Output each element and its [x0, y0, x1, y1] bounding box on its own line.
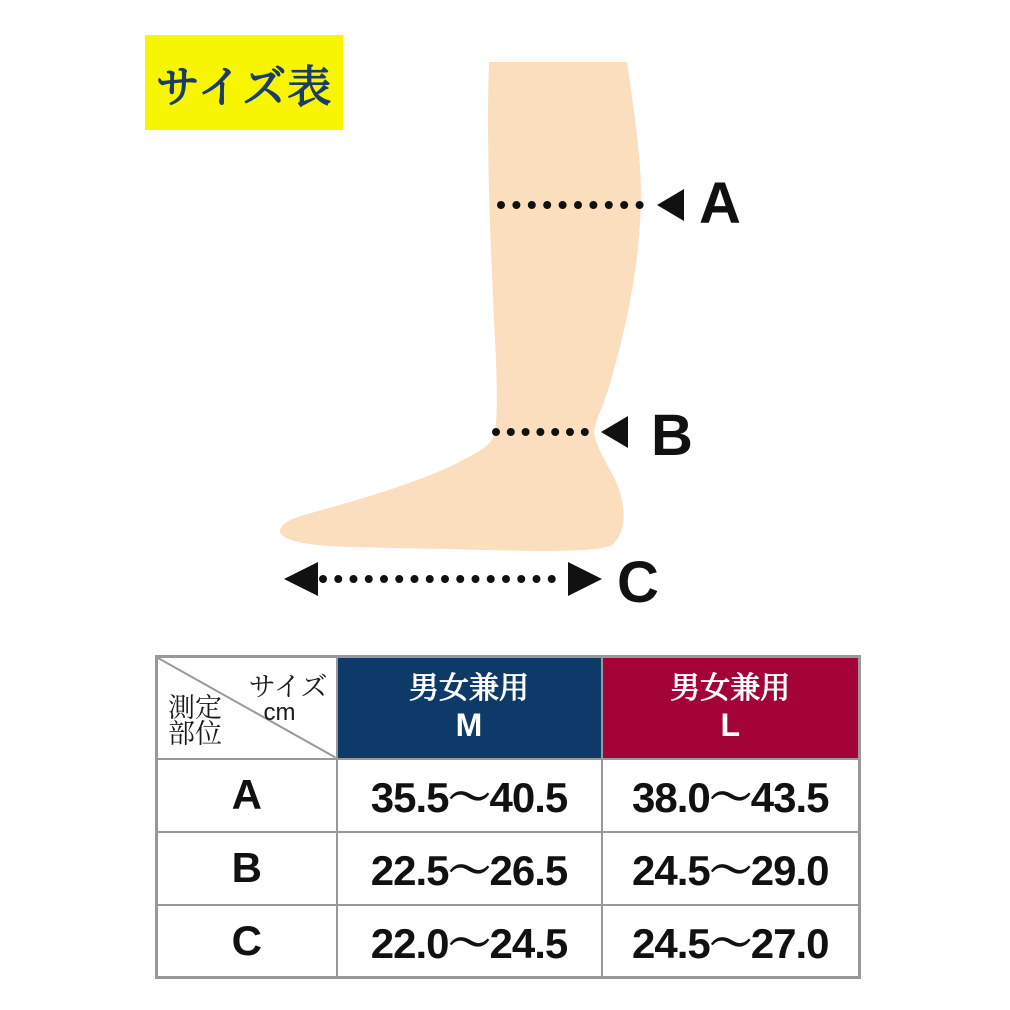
column-header-m-size: M — [455, 706, 483, 743]
corner-part-line1: 測定 — [168, 692, 222, 723]
table-row-c — [157, 905, 860, 978]
corner-unit-label: cm — [263, 699, 296, 726]
corner-size-label: サイズ — [248, 672, 328, 702]
row-b-value-l: 24.5〜29.0 — [602, 832, 860, 905]
size-table-header-row — [157, 657, 860, 759]
column-header-l-label: 男女兼用 — [670, 671, 791, 705]
arrow-left-icon-b — [601, 416, 628, 448]
table-row-b — [157, 832, 860, 905]
measure-label-b: B — [651, 403, 693, 468]
measure-label-c: C — [617, 550, 659, 615]
arrow-left-icon-a — [657, 189, 684, 221]
corner-cell — [157, 657, 337, 759]
leg-illustration — [280, 62, 641, 551]
row-a-part: A — [157, 759, 337, 832]
corner-part-line2: 部位 — [168, 718, 222, 749]
row-a-value-l: 38.0〜43.5 — [602, 759, 860, 832]
column-header-m — [337, 657, 602, 759]
row-c-value-m: 22.0〜24.5 — [337, 905, 602, 978]
column-header-l-size: L — [720, 706, 741, 743]
column-header-m-label: 男女兼用 — [409, 671, 529, 705]
row-b-value-m: 22.5〜26.5 — [337, 832, 602, 905]
table-row-a — [157, 759, 860, 832]
column-header-l — [602, 657, 860, 759]
row-c-part: C — [157, 905, 337, 978]
row-a-value-m: 35.5〜40.5 — [337, 759, 602, 832]
page-title-label: サイズ表 — [155, 62, 333, 112]
size-table — [155, 655, 861, 979]
measure-label-a: A — [699, 171, 741, 236]
corner-part-label — [168, 692, 222, 749]
arrow-right-icon-c — [568, 562, 602, 596]
arrow-left-icon-c — [284, 562, 318, 596]
row-b-part: B — [157, 832, 337, 905]
row-c-value-l: 24.5〜27.0 — [602, 905, 860, 978]
